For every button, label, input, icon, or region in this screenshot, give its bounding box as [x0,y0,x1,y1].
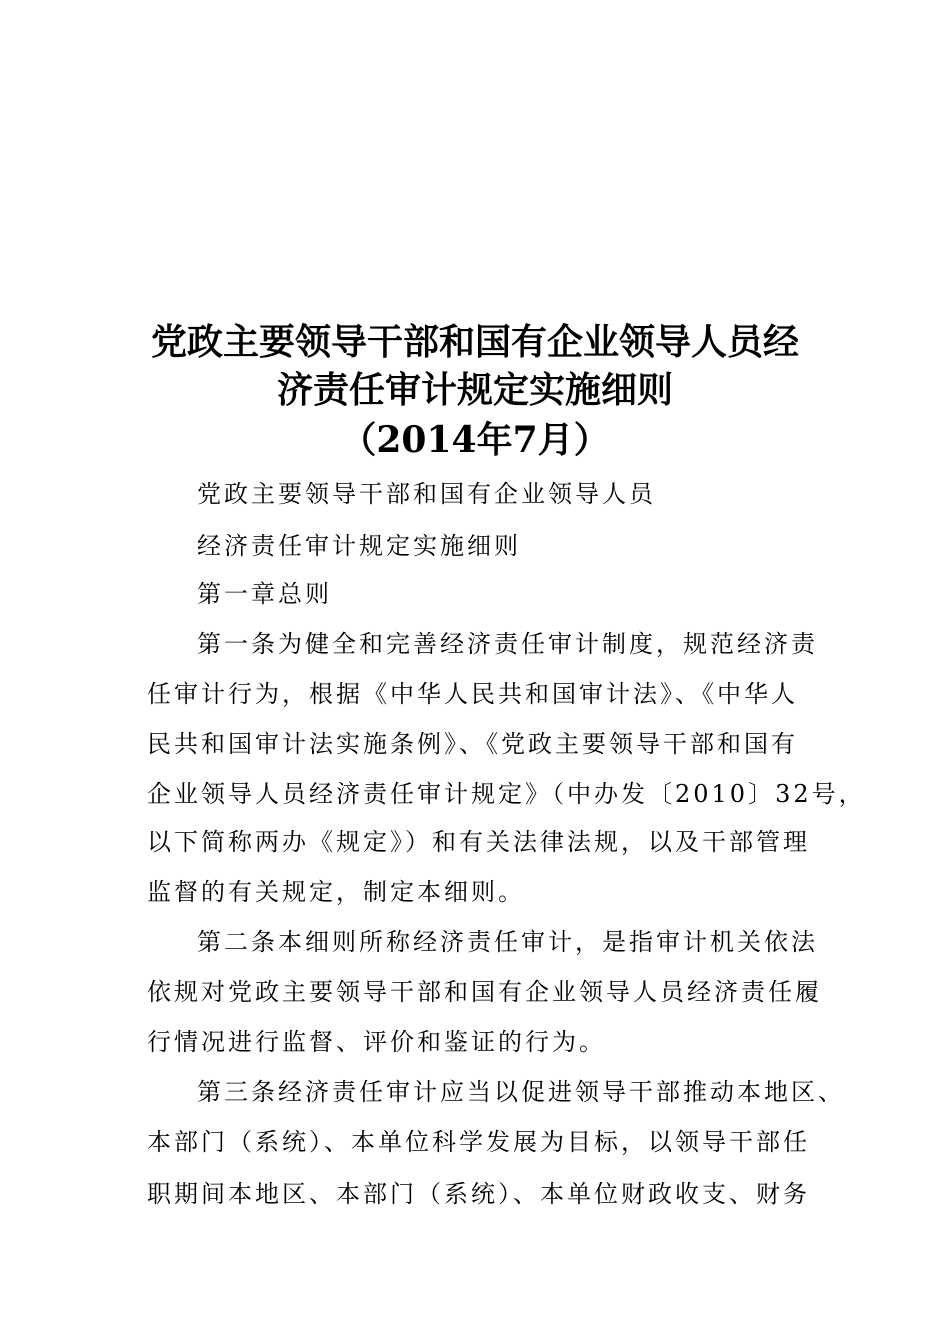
body-line: 依规对党政主要领导干部和国有企业领导人员经济责任履 [147,978,822,1006]
chapter-heading: 第一章总则 [197,580,332,608]
body-line: 第一条为健全和完善经济责任审计制度，规范经济责 [197,630,818,658]
body-line: 监督的有关规定，制定本细则。 [147,878,525,906]
body-line: 行情况进行监督、评价和鉴证的行为。 [147,1028,606,1056]
body-line: 任审计行为，根据《中华人民共和国审计法》、《中华人 [147,680,798,708]
body-line: 第三条经济责任审计应当以促进领导干部推动本地区、 [197,1078,845,1106]
body-line: 党政主要领导干部和国有企业领导人员 [197,480,656,508]
document-title-line-2: 济责任审计规定实施细则 [276,369,673,411]
body-line: 企业领导人员经济责任审计规定》（中办发〔2010〕32号， [147,780,866,808]
body-line: 民共和国审计法实施条例》、《党政主要领导干部和国有 [147,730,798,758]
body-line: 以下简称两办《规定》）和有关法律法规，以及干部管理 [147,828,810,856]
body-line: 本部门（系统）、本单位科学发展为目标，以领导干部任 [147,1128,810,1156]
body-line: 职期间本地区、本部门（系统）、本单位财政收支、财务 [147,1180,810,1208]
document-date-line: （2014年7月） [340,419,610,461]
body-line: 经济责任审计规定实施细则 [197,532,521,560]
document-title-line-1: 党政主要领导干部和国有企业领导人员经 [150,321,799,363]
body-line: 第二条本细则所称经济责任审计，是指审计机关依法 [197,928,818,956]
